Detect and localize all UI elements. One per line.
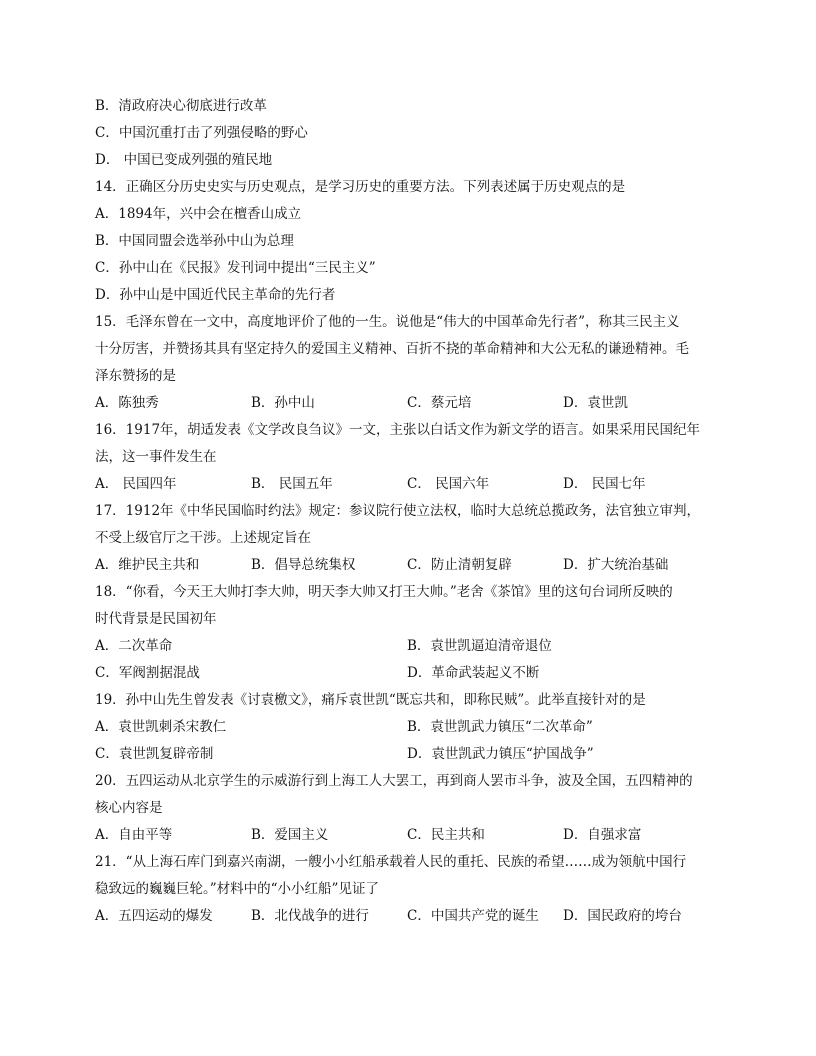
option-a: A．自由平等: [95, 827, 173, 843]
options-row: [95, 552, 720, 579]
option-d: D．自强求富: [563, 827, 642, 843]
question-stem: 泽东赞扬的是: [95, 368, 176, 384]
question-stem: 15．毛泽东曾在一文中，高度地评价了他的一生。说他是“伟大的中国革命先行者”，称其三民主义: [95, 314, 680, 330]
option-b: B．爱国主义: [251, 827, 329, 843]
question-stem: 18．“你看，今天王大帅打李大帅，明天李大帅又打王大帅。”老舍《茶馆》里的这句台词所反映的: [95, 584, 673, 600]
question-21: [95, 849, 720, 930]
option-d: D．革命武装起义不断: [407, 665, 540, 681]
question-18: [95, 579, 720, 687]
option-b: B．孙中山: [251, 395, 315, 411]
option-d: D．国民政府的垮台: [563, 908, 682, 924]
option-a: A．五四运动的爆发: [95, 908, 213, 924]
question-stem: 稳致远的巍巍巨轮。”材料中的“小小红船”见证了: [95, 881, 379, 897]
option-b: B．北伐战争的进行: [251, 908, 369, 924]
option-a: A．维护民主共和: [95, 557, 200, 573]
option-d: D． 中国已变成列强的殖民地: [95, 152, 273, 168]
question-stem: 21．“从上海石库门到嘉兴南湖，一艘小小红船承载着人民的重托、民族的希望……成为领航中国行: [95, 854, 687, 870]
question-17: [95, 498, 720, 579]
previous-question-options: [95, 93, 720, 174]
option-c: C． 民国六年: [407, 476, 490, 492]
options-row: [95, 633, 720, 660]
question-19: [95, 687, 720, 768]
question-stem: 16．1917年，胡适发表《文学改良刍议》一文，主张以白话文作为新文学的语言。如果采用民国纪年: [95, 422, 701, 438]
option-b: B． 民国五年: [251, 476, 333, 492]
question-stem: 时代背景是民国初年: [95, 611, 217, 627]
option-b: B．袁世凯逼迫清帝退位: [407, 638, 552, 654]
options-row: [95, 471, 720, 498]
option-c: C．中国沉重打击了列强侵略的野心: [95, 125, 308, 141]
question-stem: 核心内容是: [95, 800, 163, 816]
options-row: [95, 390, 720, 417]
option-c: C．中国共产党的诞生: [407, 908, 539, 924]
option-b: B．倡导总统集权: [251, 557, 356, 573]
question-stem: 17．1912年《中华民国临时约法》规定：参议院行使立法权，临时大总统总揽政务，法官独立审判，: [95, 503, 701, 519]
option-c: C．孙中山在《民报》发刊词中提出“三民主义”: [95, 260, 376, 276]
options-row: [95, 714, 720, 741]
option-d: D．孙中山是中国近代民主革命的先行者: [95, 287, 336, 303]
options-row: [95, 660, 720, 687]
option-d: D．扩大统治基础: [563, 557, 669, 573]
options-row: [95, 822, 720, 849]
option-a: A．1894年，兴中会在檀香山成立: [95, 206, 302, 222]
question-15: [95, 309, 720, 417]
option-b: B．清政府决心彻底进行改革: [95, 98, 267, 114]
option-b: B．袁世凯武力镇压“二次革命”: [407, 719, 593, 735]
option-c: C．袁世凯复辟帝制: [95, 746, 214, 762]
option-a: A． 民国四年: [95, 476, 177, 492]
option-a: A．二次革命: [95, 638, 173, 654]
options-row: [95, 741, 720, 768]
question-stem: 20．五四运动从北京学生的示威游行到上海工人大罢工，再到商人罢市斗争，波及全国，五四精神的: [95, 773, 693, 789]
option-d: D． 民国七年: [563, 476, 646, 492]
option-a: A．陈独秀: [95, 395, 159, 411]
question-stem: 不受上级官厅之干涉。上述规定旨在: [95, 530, 311, 546]
option-a: A．袁世凯刺杀宋教仁: [95, 719, 227, 735]
question-16: [95, 417, 720, 498]
question-stem: 法，这一事件发生在: [95, 449, 217, 465]
option-c: C．军阀割据混战: [95, 665, 200, 681]
option-c: C．防止清朝复辟: [407, 557, 512, 573]
option-c: C．民主共和: [407, 827, 485, 843]
question-stem: 19．孙中山先生曾发表《讨袁檄文》，痛斥袁世凯“既忘共和，即称民贼”。此举直接针对的是: [95, 692, 646, 708]
question-14: [95, 174, 720, 309]
option-b: B．中国同盟会选举孙中山为总理: [95, 233, 294, 249]
question-stem: 十分厉害，并赞扬其具有坚定持久的爱国主义精神、百折不挠的革命精神和大公无私的谦逊精神。毛: [95, 341, 689, 357]
option-c: C．蔡元培: [407, 395, 472, 411]
question-20: [95, 768, 720, 849]
option-d: D．袁世凯: [563, 395, 628, 411]
question-stem: 14．正确区分历史史实与历史观点，是学习历史的重要方法。下列表述属于历史观点的是: [95, 179, 626, 195]
exam-page: [95, 93, 720, 930]
option-d: D．袁世凯武力镇压“护国战争”: [407, 746, 594, 762]
options-row: [95, 903, 720, 930]
